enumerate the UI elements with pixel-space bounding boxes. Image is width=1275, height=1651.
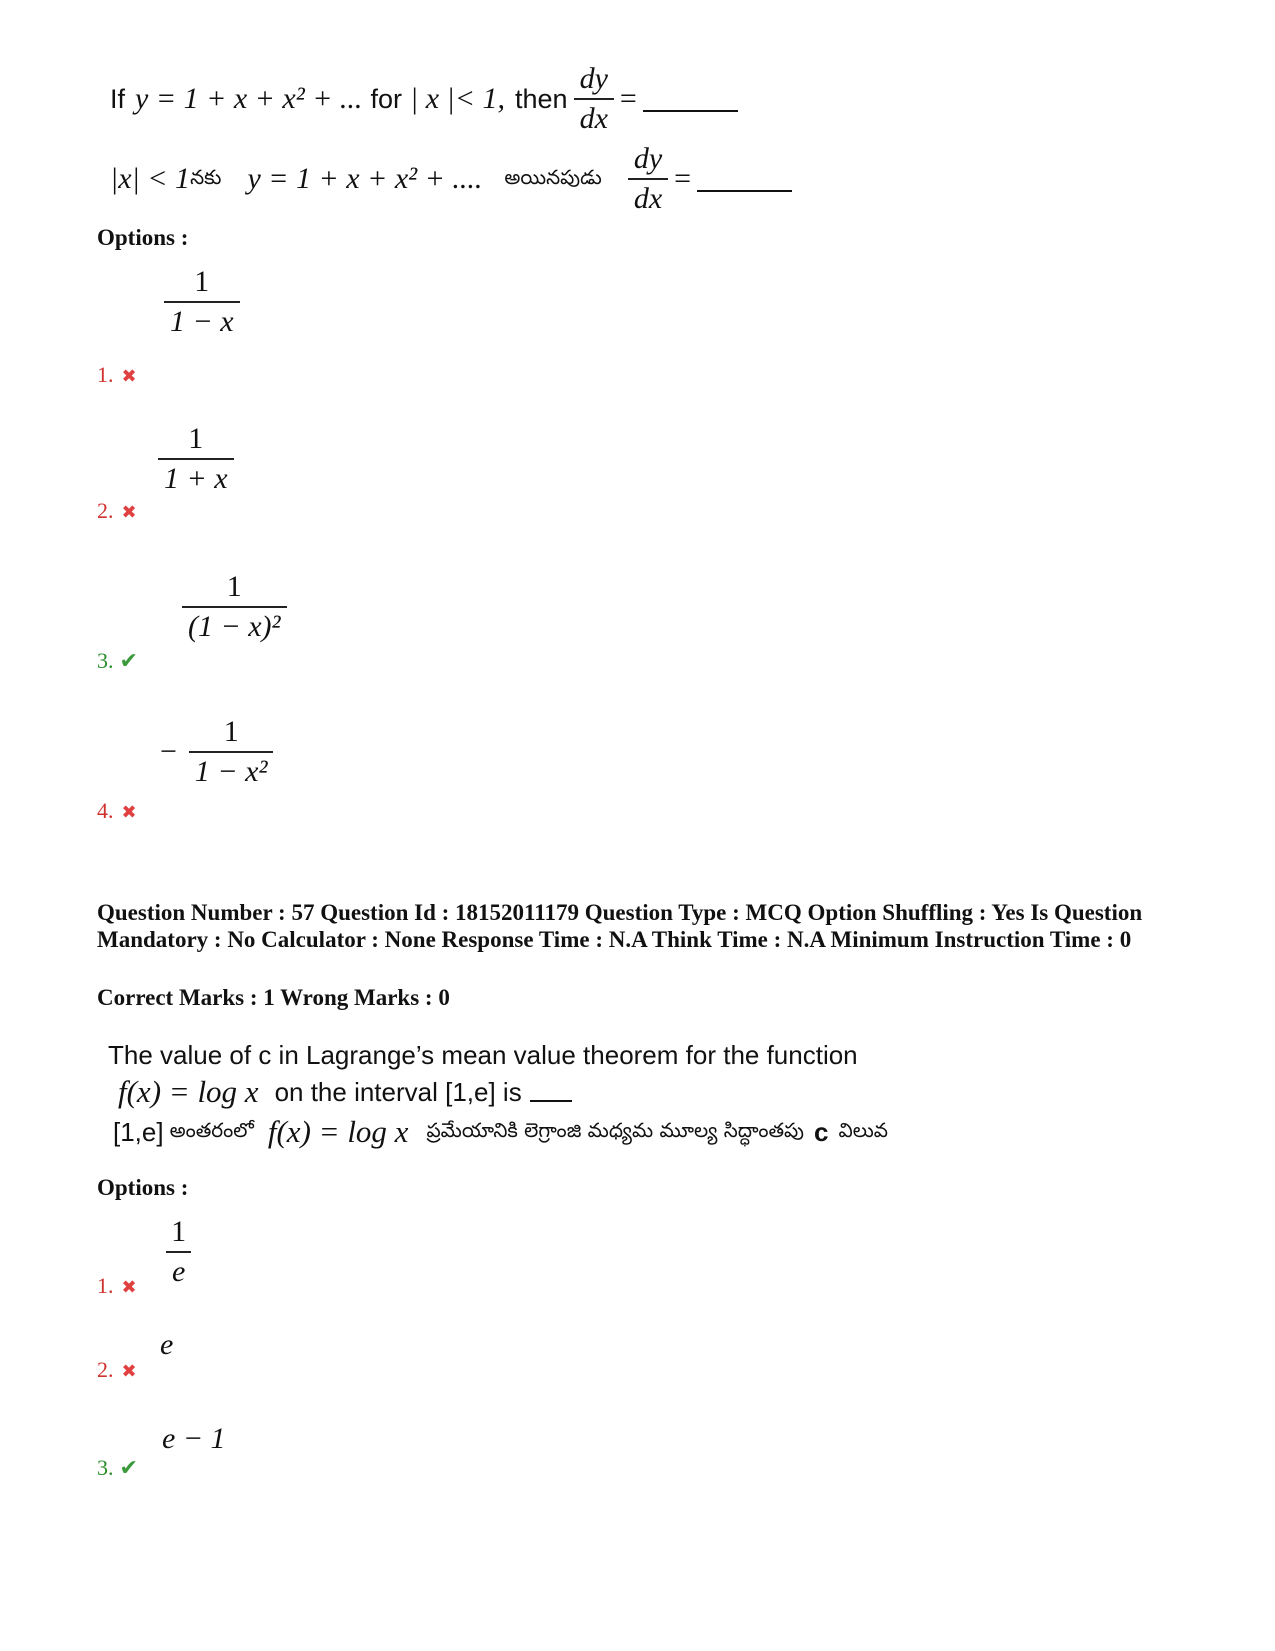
cross-icon: ✖ — [121, 502, 137, 523]
q56-option-2: 2. ✖ — [97, 498, 137, 523]
q56-option-4-value: − $\frac{1}{\text{1 − x²}}$ — [160, 715, 279, 789]
answer-blank — [530, 1100, 572, 1102]
cross-icon: ✖ — [121, 1361, 137, 1382]
q57-option-2-value: e — [160, 1328, 174, 1361]
q56-telugu-question: |x| < 1 నకు y = 1 + x + x² + .... అయినపుడు $\frac{dy}{dx}$ = — [110, 142, 792, 216]
answer-blank — [643, 110, 738, 112]
check-icon: ✔ — [119, 1456, 138, 1481]
q56-option-4: 4. ✖ — [97, 798, 137, 823]
q57-english-line1: The value of c in Lagrange’s mean value theorem for the function — [108, 1040, 858, 1070]
q56-option-1-value: $\frac{1}{1 - x}$ — [164, 265, 240, 339]
q56-option-3: 3. ✔ — [97, 648, 138, 674]
options-label: Options : — [97, 225, 189, 250]
q57-option-3: 3. ✔ — [97, 1455, 138, 1481]
q57-english-line2: f(x) = log x on the interval [1,e] is — [118, 1074, 572, 1110]
cross-icon: ✖ — [121, 366, 137, 387]
q56-derivative: $\frac{dy}{dx}$ — [574, 62, 614, 136]
q56-option-1: 1. ✖ — [97, 362, 137, 387]
answer-blank — [697, 190, 792, 192]
q56-derivative-te: $\frac{dy}{dx}$ — [628, 142, 668, 216]
cross-icon: ✖ — [121, 802, 137, 823]
q57-metadata: Question Number : 57 Question Id : 18152011179 Question Type : MCQ Option Shuffling : Yes Is Question Mandatory : No Calculator : None Response Time : N.A Think Time : N.A Minimum Instruction Time : 0 — [97, 900, 1143, 952]
q57-telugu-line: [1,e] అంతరంలో f(x) = log x ప్రమేయానికి లెగ్రాంజి మధ్యమ మూల్య సిద్ధాంతపు c విలువ — [113, 1114, 889, 1149]
q57-option-1-value: $\frac{1}{e}$ — [166, 1215, 191, 1289]
q56-option-3-value: $\frac{1}{\text{(1 − x)²}}$ — [182, 570, 287, 644]
options-label: Options : — [97, 1175, 189, 1200]
q57-option-3-value: e − 1 — [162, 1422, 226, 1455]
q56-option-2-value: $\frac{1}{1 + x}$ — [158, 422, 234, 496]
check-icon: ✔ — [119, 649, 138, 674]
q56-series-expr: y = 1 + x + x² + ... — [135, 82, 363, 115]
cross-icon: ✖ — [121, 1277, 137, 1298]
q57-marks: Correct Marks : 1 Wrong Marks : 0 — [97, 985, 450, 1010]
q57-option-1: 1. ✖ — [97, 1273, 137, 1298]
q56-english-question: If y = 1 + x + x² + ... for | x |< 1, then $\frac{dy}{dx}$ = — [110, 62, 738, 136]
q57-option-2: 2. ✖ — [97, 1357, 137, 1382]
